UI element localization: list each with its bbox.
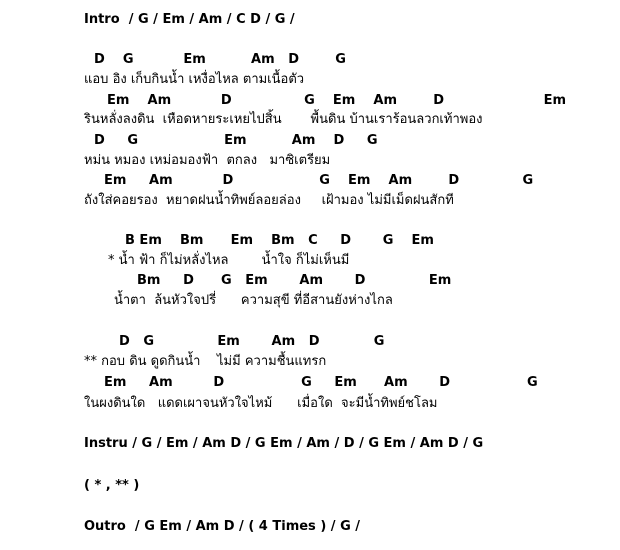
chorus2-chords-2: Em Am D G Em Am D G [104,375,538,390]
instru-line: Instru / G / Em / Am D / G Em / Am / D / G Em / Am D / G [84,436,484,451]
chorus1-chords-2: Bm D G Em Am D Em [137,273,452,288]
chorus2-lyric-1: ** กอบ ดิน ดูดกินน้ำ ไม่มี ความชื้นแทรก [84,354,327,369]
chorus1-lyric-1: * น้ำ ฟ้า ก็ไม่หลั่งไหล น้ำใจ ก็ไม่เห็นมี [108,253,350,268]
verse1-chords-3: D G Em Am D G [94,133,378,148]
verse1-lyric-4: ถังใส่คอยรอง หยาดฝนน้ำทิพย์ลอยล่อง เฝ้ามอง ไม่มีเม็ดฝนสักที [84,193,454,208]
verse1-chords-4: Em Am D G Em Am D G [104,173,534,188]
verse1-chords-2: Em Am D G Em Am D Em [107,93,567,108]
chorus2-lyric-2: ในผงดินใด แดดเผาจนหัวใจไหม้ เมื่อใด จะมีน้ำทิพย์ชโลม [84,396,438,411]
intro-line: Intro / G / Em / Am / C D / G / [84,12,295,27]
chorus2-chords-1: D G Em Am D G [119,334,385,349]
verse1-chords-1: D G Em Am D G [94,52,346,67]
chorus1-chords-1: B Em Bm Em Bm C D G Em [125,233,434,248]
outro-line: Outro / G Em / Am D / ( 4 Times ) / G / [84,519,361,534]
chorus1-lyric-2: น้ำตา ล้นหัวใจปรี่ ความสุขี ที่อีสานยังห่างไกล [114,293,393,308]
verse1-lyric-3: หม่น หมอง เหม่อมองฟ้า ตกลง มาซิเตรียม [84,153,331,168]
verse1-lyric-2: รินหลั่งลงดิน เหือดหายระเหยไปสิ้น พื้นดิน บ้านเราร้อนลวกเท้าพอง [84,112,483,127]
verse1-lyric-1: แอบ อิง เก็บกินน้ำ เหงื่อไหล ตามเนื้อตัว [84,72,305,87]
repeat-line: ( * , ** ) [84,478,140,493]
